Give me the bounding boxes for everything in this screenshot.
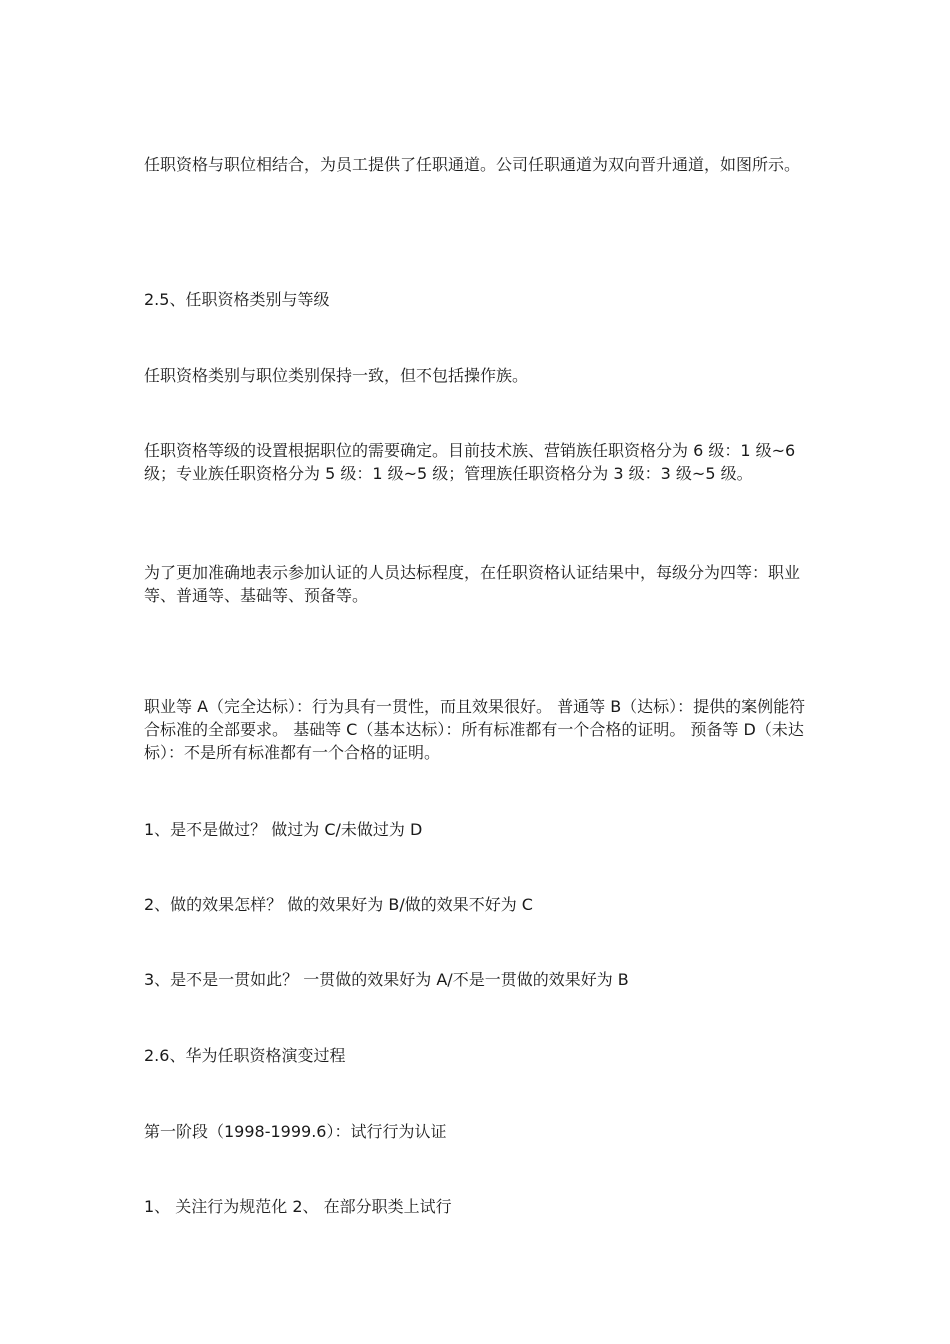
list-item-2: 2、做的效果怎样？ 做的效果好为 B/做的效果不好为 C <box>144 895 533 914</box>
paragraph-category: 任职资格类别与职位类别保持一致，但不包括操作族。 <box>144 366 529 385</box>
paragraph-stage-one-items: 1、 关注行为规范化 2、 在部分职类上试行 <box>144 1197 452 1216</box>
list-item-3: 3、是不是一贯如此？ 一贯做的效果好为 A/不是一贯做的效果好为 B <box>144 970 629 989</box>
list-item-1: 1、是不是做过？ 做过为 C/未做过为 D <box>144 820 423 839</box>
paragraph-grades: 为了更加准确地表示参加认证的人员达标程度，在任职资格认证结果中，每级分为四等：职业等、普通等、基础等、预备等。 <box>144 563 801 605</box>
paragraph-levels: 任职资格等级的设置根据职位的需要确定。目前技术族、营销族任职资格分为 6 级：1 级~6 级；专业族任职资格分为 5 级：1 级~5 级；管理族任职资格分为 3 级：3 级~5 级。 <box>144 441 796 483</box>
paragraph-stage-one: 第一阶段（1998-1999.6）：试行行为认证 <box>144 1122 447 1141</box>
paragraph-grade-definitions: 职业等 A（完全达标）：行为具有一贯性，而且效果很好。 普通等 B（达标）：提供的案例能符合标准的全部要求。 基础等 C（基本达标）：所有标准都有一个合格的证明。 预备等 D（未达标）：不是所有标准都有一个合格的证明。 <box>144 697 806 762</box>
section-heading-2-5: 2.5、任职资格类别与等级 <box>144 290 330 309</box>
section-heading-2-6: 2.6、华为任职资格演变过程 <box>144 1046 346 1065</box>
paragraph-career-channel: 任职资格与职位相结合，为员工提供了任职通道。公司任职通道为双向晋升通道，如图所示。 <box>144 155 801 174</box>
